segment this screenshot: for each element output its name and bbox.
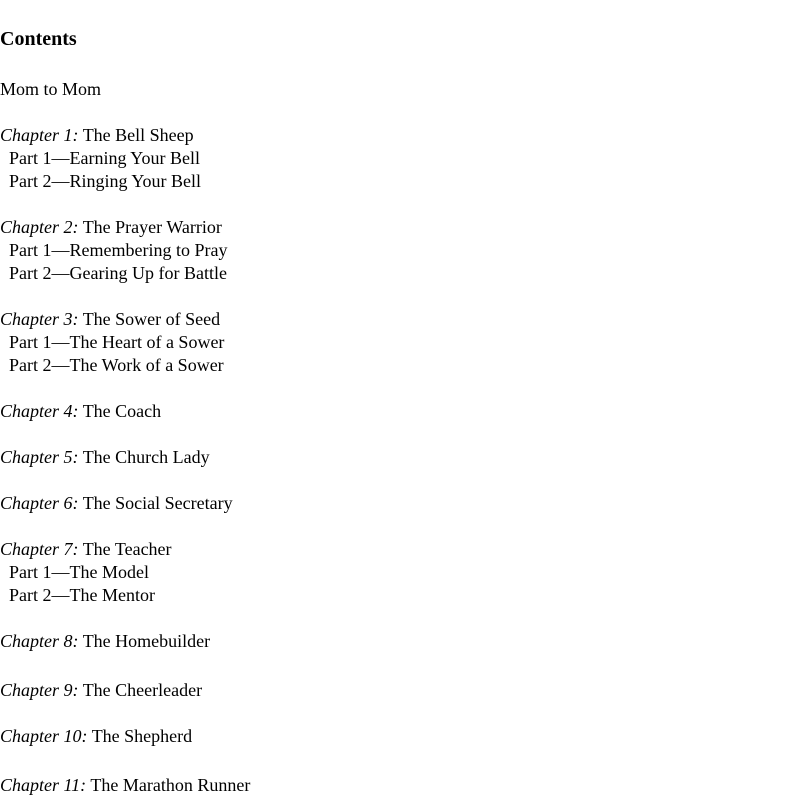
- toc-chapter-6[interactable]: [0, 492, 233, 515]
- chapter-label: Chapter 3:: [0, 309, 79, 329]
- toc-chapter-7[interactable]: [0, 538, 172, 561]
- chapter-title: The Cheerleader: [82, 680, 203, 700]
- chapter-label: Chapter 10:: [0, 726, 88, 746]
- chapter-title: The Bell Sheep: [82, 125, 194, 145]
- chapter-title: The Church Lady: [82, 447, 210, 467]
- chapter-title: The Sower of Seed: [82, 309, 221, 329]
- toc-part[interactable]: Part 2—The Work of a Sower: [9, 355, 224, 375]
- toc-part[interactable]: Part 1—The Heart of a Sower: [9, 332, 225, 352]
- toc-chapter-2[interactable]: [0, 216, 222, 239]
- toc-chapter-4[interactable]: [0, 400, 161, 423]
- chapter-label: Chapter 9:: [0, 680, 79, 700]
- chapter-title: The Coach: [82, 401, 162, 421]
- page-title: Contents: [0, 28, 77, 50]
- chapter-title: The Shepherd: [91, 726, 193, 746]
- toc-part[interactable]: Part 1—Remembering to Pray: [9, 240, 228, 260]
- chapter-label: Chapter 6:: [0, 493, 79, 513]
- toc-entry-intro[interactable]: [0, 78, 101, 101]
- chapter-title: The Social Secretary: [82, 493, 233, 513]
- toc-part[interactable]: Part 2—The Mentor: [9, 585, 155, 605]
- toc-chapter-10[interactable]: [0, 725, 192, 748]
- toc-chapter-9[interactable]: [0, 679, 202, 702]
- chapter-title: The Prayer Warrior: [82, 217, 222, 237]
- toc-chapter-5[interactable]: [0, 446, 210, 469]
- toc-chapter-3[interactable]: [0, 308, 220, 331]
- chapter-label: Chapter 11:: [0, 775, 87, 795]
- chapter-title: The Marathon Runner: [90, 775, 251, 795]
- toc-part[interactable]: Part 1—Earning Your Bell: [9, 148, 200, 168]
- toc-part[interactable]: Part 2—Ringing Your Bell: [9, 171, 202, 191]
- chapter-label: Chapter 5:: [0, 447, 79, 467]
- toc-chapter-8[interactable]: [0, 630, 210, 653]
- chapter-label: Chapter 1:: [0, 125, 79, 145]
- chapter-label: Chapter 4:: [0, 401, 79, 421]
- chapter-title: The Homebuilder: [82, 631, 211, 651]
- intro-title: Mom to Mom: [0, 79, 102, 99]
- chapter-label: Chapter 2:: [0, 217, 79, 237]
- toc-part[interactable]: Part 1—The Model: [9, 562, 149, 582]
- toc-chapter-11[interactable]: [0, 774, 250, 797]
- chapter-label: Chapter 8:: [0, 631, 79, 651]
- toc-chapter-1[interactable]: [0, 124, 194, 147]
- toc-part[interactable]: Part 2—Gearing Up for Battle: [9, 263, 227, 283]
- chapter-title: The Teacher: [82, 539, 172, 559]
- chapter-label: Chapter 7:: [0, 539, 79, 559]
